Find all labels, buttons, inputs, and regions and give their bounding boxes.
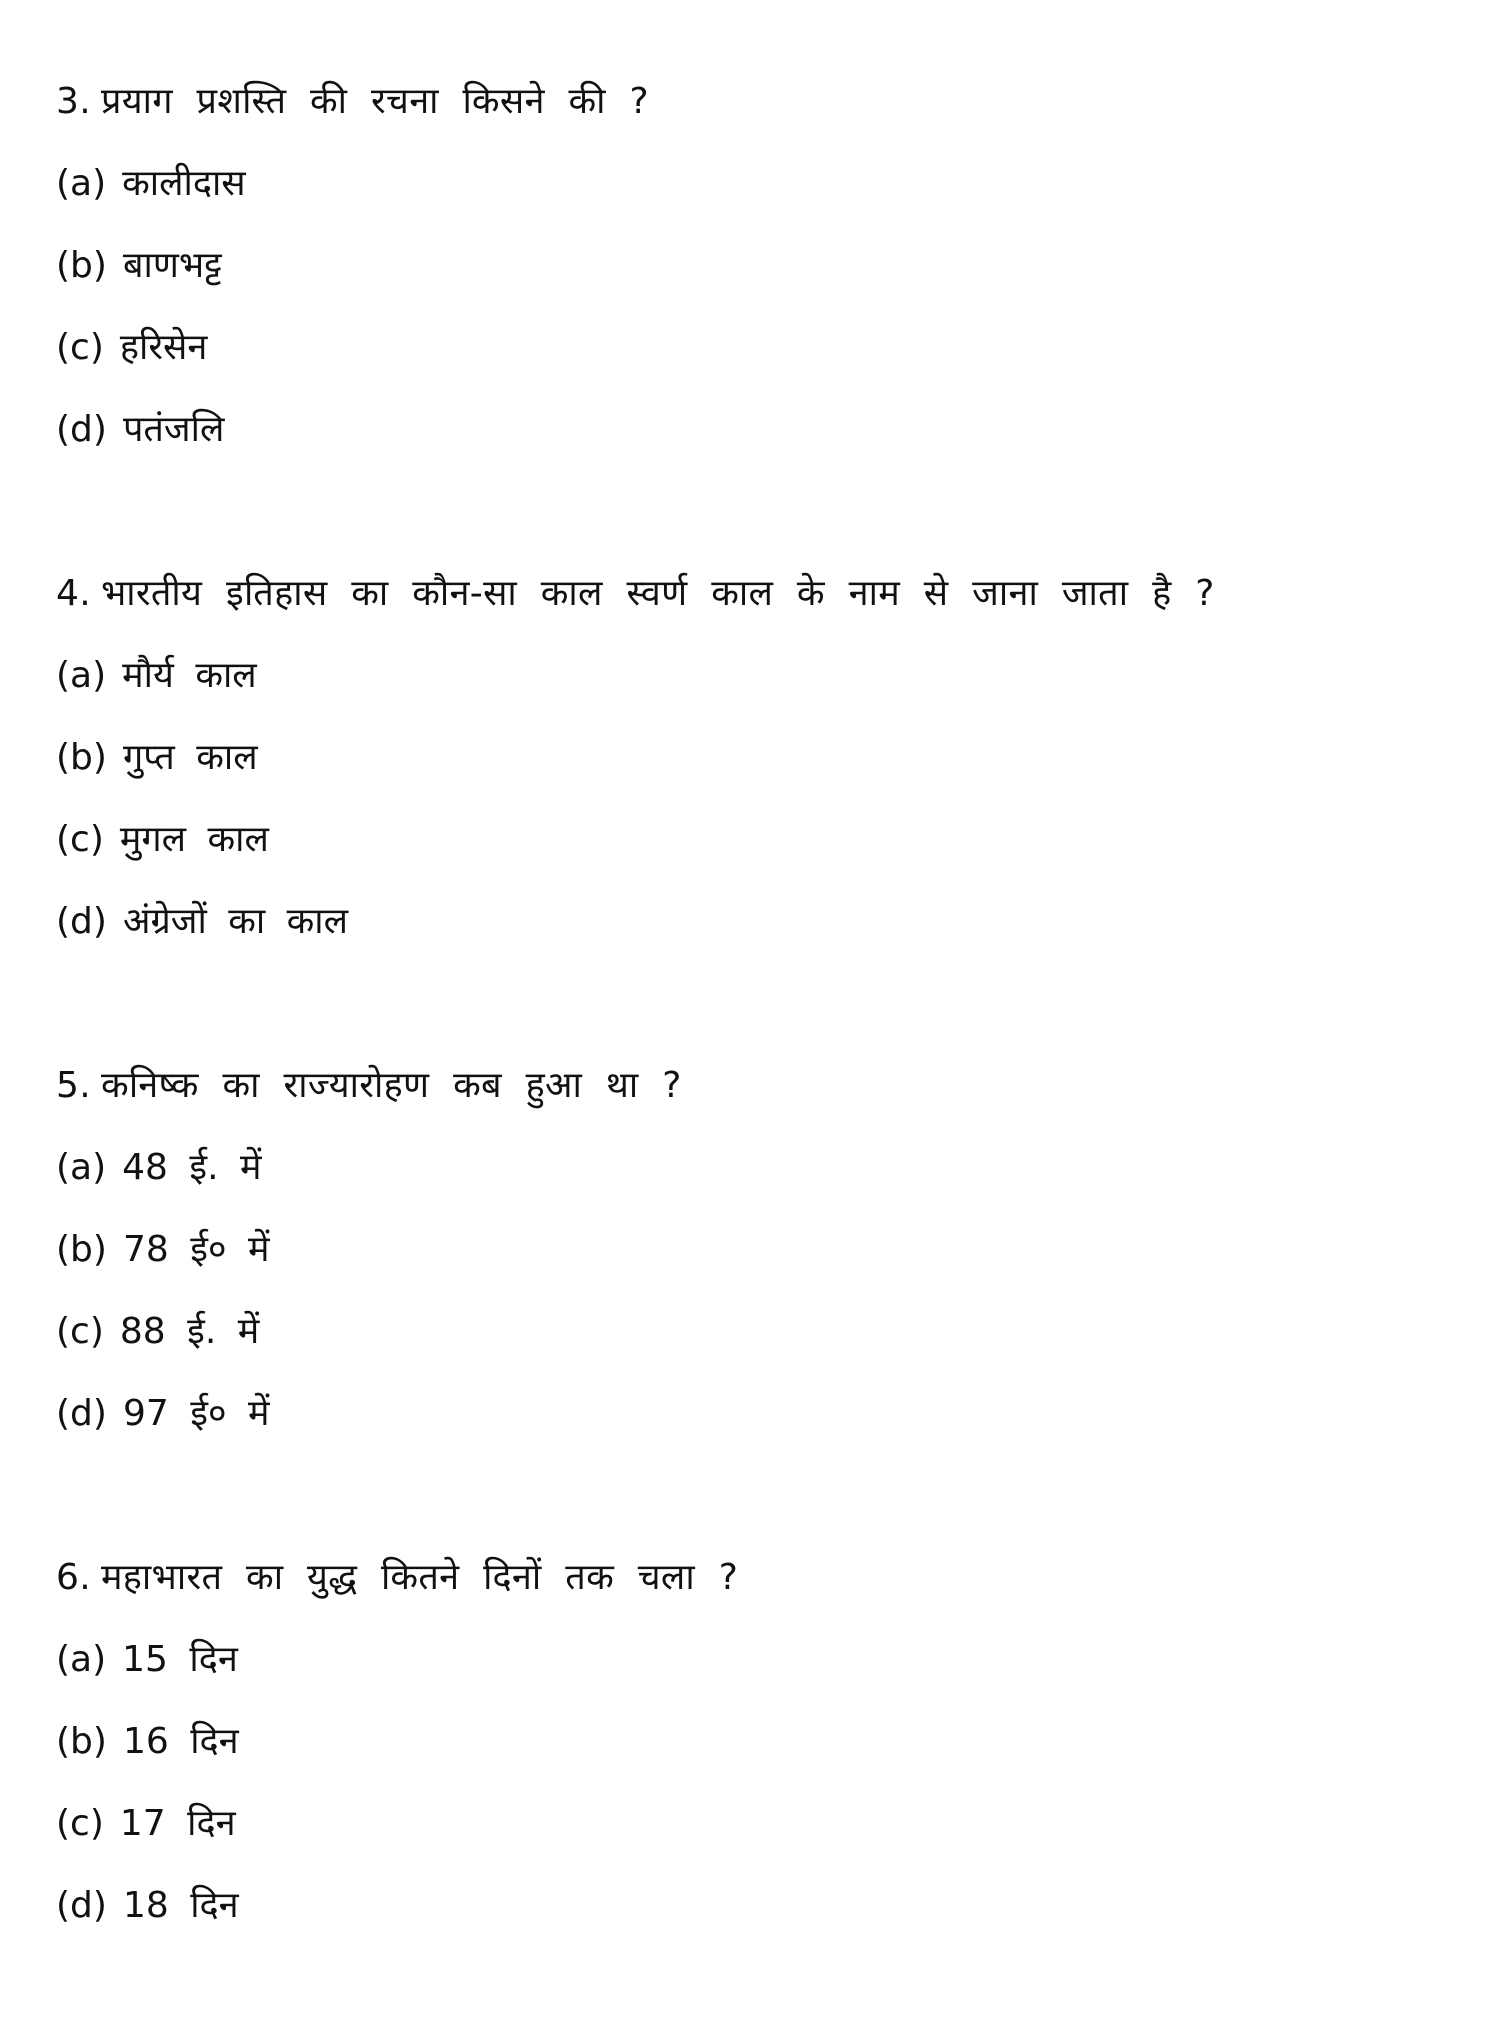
option-b: [56, 1716, 1456, 1798]
question-text-line: [56, 76, 1456, 158]
question-5: [56, 1060, 1456, 1552]
option-label: (a): [56, 1147, 107, 1188]
option-label: (b): [56, 737, 107, 778]
option-label: (b): [56, 1229, 107, 1270]
question-text-line: [56, 568, 1456, 650]
question-3: [56, 76, 1456, 568]
option-text: 15 दिन: [122, 1639, 238, 1680]
question-number: 4.: [56, 573, 91, 614]
question-text: प्रयाग प्रशस्ति की रचना किसने की ?: [100, 81, 649, 122]
question-number: 6.: [56, 1557, 91, 1598]
option-label: (a): [56, 1639, 107, 1680]
question-6: [56, 1552, 1456, 2044]
option-a: [56, 650, 1456, 732]
option-label: (c): [56, 1803, 104, 1844]
option-text: बाणभट्ट: [122, 245, 222, 286]
option-text: मुगल काल: [119, 819, 269, 860]
question-sheet: [56, 76, 1456, 2044]
option-text: कालीदास: [122, 163, 246, 204]
option-text: 17 दिन: [119, 1803, 236, 1844]
option-text: 18 दिन: [122, 1885, 239, 1926]
option-d: [56, 1388, 1456, 1470]
option-d: [56, 1880, 1456, 1962]
question-4: [56, 568, 1456, 1060]
question-number: 3.: [56, 81, 91, 122]
option-text: गुप्त काल: [122, 737, 258, 778]
option-label: (d): [56, 409, 107, 450]
option-d: [56, 404, 1456, 486]
option-text: 97 ई० में: [122, 1393, 270, 1434]
question-text: महाभारत का युद्ध कितने दिनों तक चला ?: [100, 1557, 739, 1598]
option-label: (d): [56, 1885, 107, 1926]
question-text: कनिष्क का राज्यारोहण कब हुआ था ?: [100, 1065, 682, 1106]
option-c: [56, 322, 1456, 404]
question-text: भारतीय इतिहास का कौन-सा काल स्वर्ण काल के नाम से जाना जाता है ?: [100, 573, 1215, 614]
option-a: [56, 1634, 1456, 1716]
option-c: [56, 1798, 1456, 1880]
option-text: 78 ई० में: [122, 1229, 270, 1270]
option-label: (b): [56, 245, 107, 286]
option-c: [56, 1306, 1456, 1388]
question-text-line: [56, 1060, 1456, 1142]
option-label: (d): [56, 1393, 107, 1434]
question-number: 5.: [56, 1065, 91, 1106]
option-text: अंग्रेजों का काल: [122, 901, 349, 942]
option-label: (a): [56, 655, 107, 696]
option-label: (d): [56, 901, 107, 942]
option-b: [56, 1224, 1456, 1306]
option-text: पतंजलि: [122, 409, 225, 450]
option-d: [56, 896, 1456, 978]
option-c: [56, 814, 1456, 896]
option-a: [56, 1142, 1456, 1224]
option-label: (b): [56, 1721, 107, 1762]
option-b: [56, 240, 1456, 322]
option-label: (c): [56, 819, 104, 860]
option-label: (a): [56, 163, 107, 204]
option-label: (c): [56, 1311, 104, 1352]
option-text: हरिसेन: [119, 327, 208, 368]
option-text: 48 ई. में: [122, 1147, 262, 1188]
option-text: 88 ई. में: [119, 1311, 260, 1352]
option-label: (c): [56, 327, 104, 368]
option-a: [56, 158, 1456, 240]
option-text: 16 दिन: [122, 1721, 239, 1762]
option-text: मौर्य काल: [122, 655, 257, 696]
option-b: [56, 732, 1456, 814]
question-text-line: [56, 1552, 1456, 1634]
